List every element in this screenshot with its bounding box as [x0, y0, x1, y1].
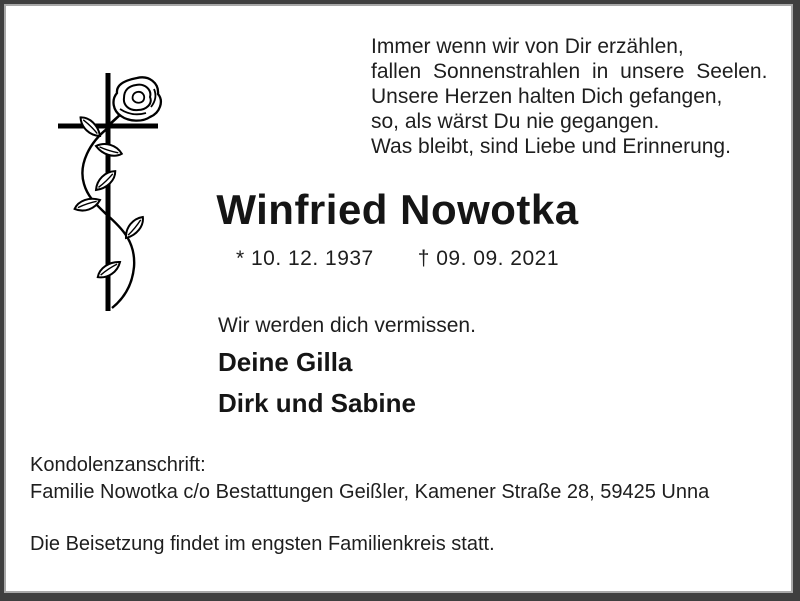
mourner-name: Dirk und Sabine — [218, 388, 416, 418]
poem-line: so, als wärst Du nie gegangen. — [371, 110, 660, 133]
poem-line: fallen Sonnenstrahlen in unsere Seelen. — [371, 60, 768, 83]
mourner-name: Deine Gilla — [218, 347, 353, 377]
cross-rose-icon — [50, 62, 170, 314]
funeral-note: Die Beisetzung findet im engsten Familienkreis statt. — [30, 533, 495, 555]
poem-line: Unsere Herzen halten Dich gefangen, — [371, 85, 723, 108]
condolence-section — [30, 452, 709, 506]
deceased-name: Winfried Nowotka — [216, 186, 579, 233]
memorial-poem — [371, 34, 775, 159]
birth-date: * 10. 12. 1937 — [235, 247, 374, 270]
condolence-address: Familie Nowotka c/o Bestattungen Geißler, Kamener Straße 28, 59425 Unna — [30, 481, 710, 503]
life-dates — [190, 247, 605, 271]
farewell-line: Wir werden dich vermissen. — [218, 314, 476, 337]
poem-line: Immer wenn wir von Dir erzählen, — [371, 35, 684, 58]
condolence-label: Kondolenzanschrift: — [30, 454, 206, 476]
death-date: † 09. 09. 2021 — [417, 247, 560, 270]
poem-line: Was bleibt, sind Liebe und Erinnerung. — [371, 135, 731, 158]
